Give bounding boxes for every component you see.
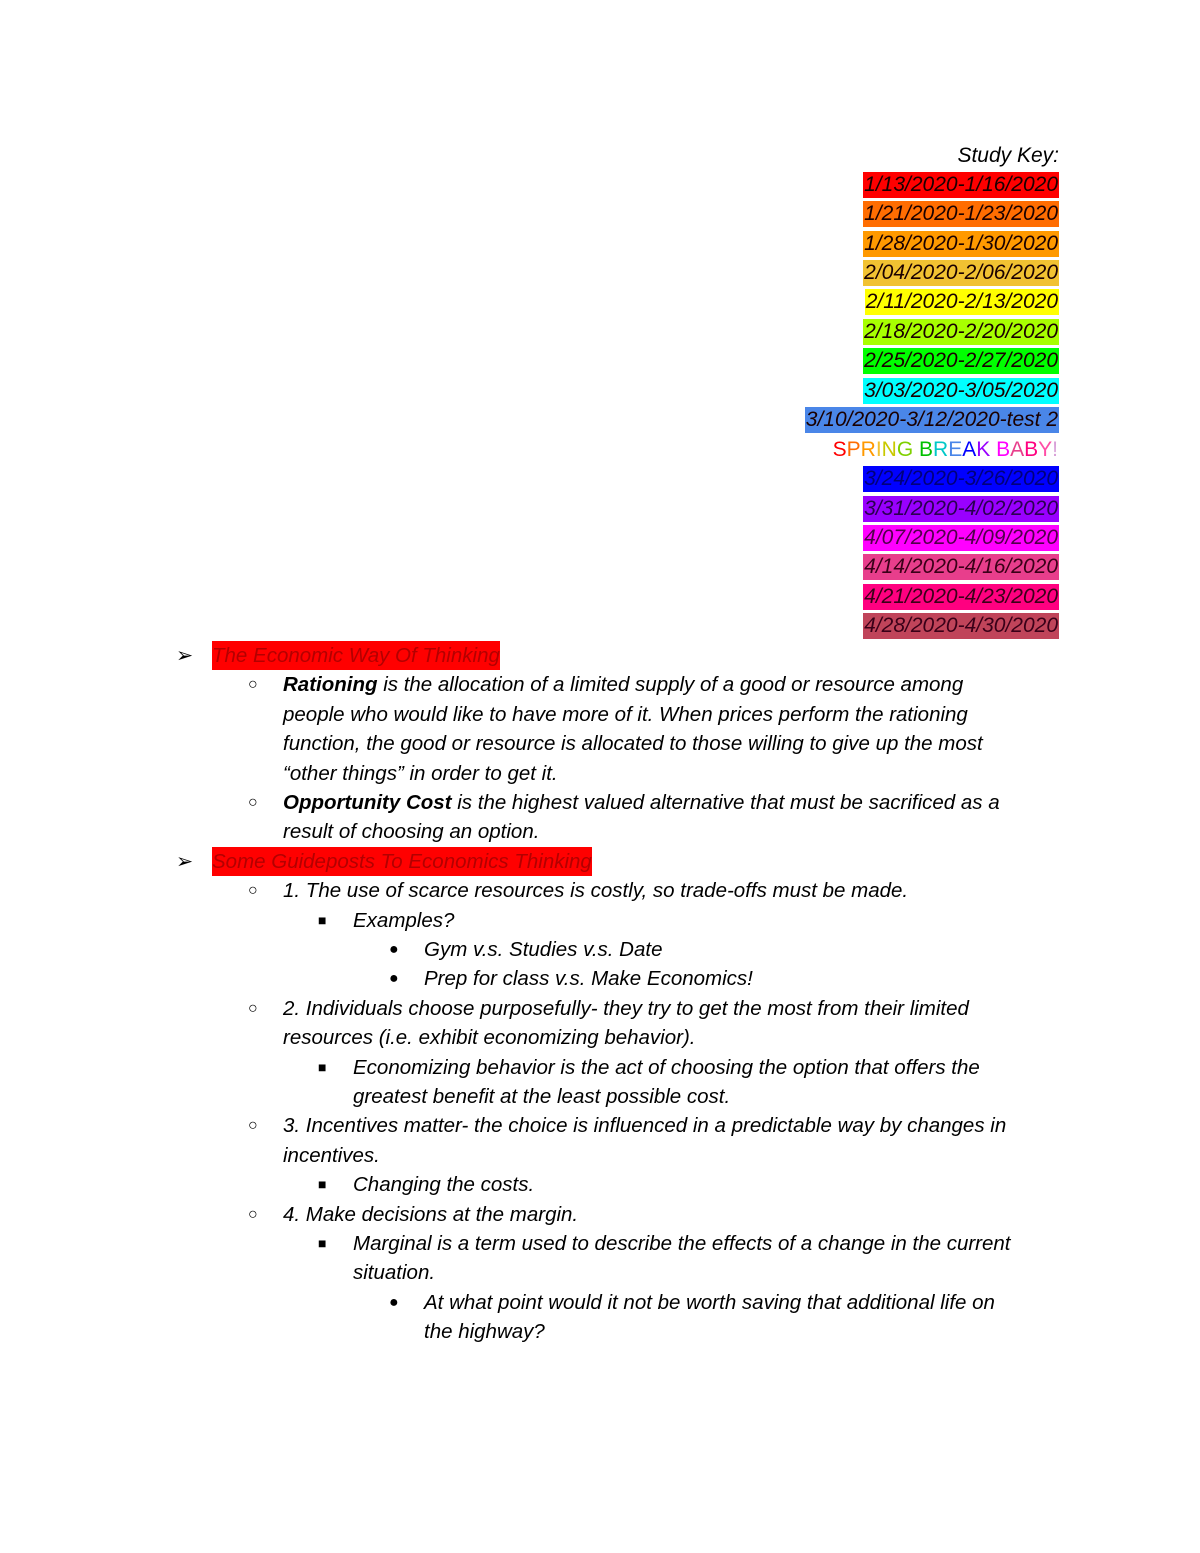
opportunity-cost-term: Opportunity Cost [283, 791, 452, 814]
study-key-date-range: 2/18/2020-2/20/2020 [864, 319, 1058, 343]
guidepost-1-item: Gym v.s. Studies v.s. Date [424, 938, 663, 961]
guidepost-2-line-1: 2. Individuals choose purposefully- they try to get the most from their limited [283, 996, 969, 1020]
study-key-date-range: 2/25/2020-2/27/2020 [864, 349, 1058, 373]
study-key-date-range: 1/28/2020-1/30/2020 [864, 231, 1058, 255]
study-key-date-range: 1/13/2020-1/16/2020 [864, 172, 1058, 196]
guidepost-1-item: Prep for class v.s. Make Economics! [424, 967, 753, 991]
arrow-bullet-icon: ➢ [176, 849, 194, 873]
guidepost-2-line-2: resources (i.e. exhibit economizing behavior). [283, 1026, 696, 1050]
guidepost-4: 4. Make decisions at the margin. [283, 1202, 579, 1226]
guidepost-4-sub-line-1: Marginal is a term used to describe the effects of a change in the current [353, 1232, 1011, 1255]
rationing-line-2: people who would like to have more of it. When prices perform the rationing [283, 702, 968, 726]
guidepost-4-item-line-2: the highway? [424, 1320, 545, 1344]
spring-break-label: SPRING BREAK BABY! [832, 437, 1058, 461]
study-key-row [805, 317, 1059, 346]
guidepost-1: 1. The use of scarce resources is costly, so trade-offs must be made. [283, 879, 909, 903]
rationing-line-4: “other things” in order to get it. [283, 761, 558, 785]
study-key-date-range: 3/03/2020-3/05/2020 [864, 378, 1058, 402]
guidepost-2-sub-line-2: greatest benefit at the least possible cost. [353, 1085, 731, 1108]
study-key-row [805, 612, 1059, 641]
study-key-row [805, 376, 1059, 405]
document-page: Study Key: 1/13/2020-1/16/2020 1/21/2020-1/23/2020 1/28/2020-1/30/2020 2/04/2020-2/06/2020 2/11/2020-2/13/2020 2/18/2020-2/20/2020 2/25/2020-2/27/2020 3/03/2020-3/05/2020 3/10/2020-3/12/2020-test 2 SPRING BREAK BABY! 3/24/2020-3/26/2020 3/31/2020-4/02/2020 4/07/2020-4/09/2020 4/14/2020-4/16/2020 4/21/2020-4/23/2020 4/28/2020-4/30/2020 ➢ The Economic Way Of Thinking ○ Rationing is the allocation of a limited supply of a good or resource among people who would like to have more of it. When prices perform the rationing function, the good or resource is allocated to those willing to give up the most “other things” in order to get it. ○ Opportunity Cost is the highest valued alternative that must be sacrificed as a result of choosing an option. ➢ Some Guideposts To Economics Thinking ○ 1. The use of scarce resources is costly, so trade-offs must be made. ■ Examples? ● Gym v.s. Studies v.s. Date ● Prep for class v.s. Make Economics! ○ 2. Individuals choose purposefully- they try to get the most from their limited resources (i.e. exhibit economizing behavior). ■ Economizing behavior is the act of choosing the option that offers the greatest benefit at the least possible cost. ○ 3. Incentives matter- the choice is influenced in a predictable way by changes in incentives. ■ Changing the costs. ○ 4. Make decisions at the margin. ■ Marginal is a term used to describe the effects of a change in the current situation. ● At what point would it not be worth saving that additional life on the highway? [0, 0, 1200, 1553]
study-key-row [805, 170, 1059, 199]
opportunity-cost-line-2: result of choosing an option. [283, 820, 540, 844]
study-key-row [805, 435, 1059, 464]
rationing-term: Rationing [283, 673, 378, 697]
guidepost-2-sub-line-1: Economizing behavior is the act of choosing the option that offers the [353, 1055, 980, 1079]
guidepost-3-line-1: 3. Incentives matter- the choice is influenced in a predictable way by changes in [283, 1114, 1007, 1138]
study-key-date-range: 4/28/2020-4/30/2020 [864, 614, 1058, 638]
study-key-date-range: 4/14/2020-4/16/2020 [864, 555, 1058, 579]
guidepost-4-sub-line-2: situation. [353, 1261, 436, 1285]
study-key-row [805, 288, 1059, 317]
study-key-date-range: 4/21/2020-4/23/2020 [864, 584, 1058, 608]
study-key-row [805, 582, 1059, 611]
guidepost-4-item-line-1: At what point would it not be worth saving that additional life on [424, 1290, 995, 1314]
study-key-date-range: 3/10/2020-3/12/2020-test 2 [805, 408, 1058, 432]
study-key-row [805, 258, 1059, 287]
study-key-row [805, 229, 1059, 258]
study-key-row [805, 553, 1059, 582]
study-key-row [805, 523, 1059, 552]
study-key-date-range: 3/24/2020-3/26/2020 [864, 467, 1058, 491]
study-key-list [805, 170, 1059, 641]
study-key-date-range: 2/04/2020-2/06/2020 [864, 261, 1058, 285]
study-key-row [805, 494, 1059, 523]
study-key-title: Study Key: [957, 144, 1059, 167]
study-key-date-range: 4/07/2020-4/09/2020 [864, 525, 1058, 549]
guidepost-1-sub: Examples? [353, 908, 455, 932]
section-heading: The Economic Way Of Thinking [212, 641, 500, 670]
study-key-row [805, 347, 1059, 376]
opportunity-cost-line-1: Opportunity Cost is the highest valued alternative that must be sacrificed as a [283, 791, 1000, 814]
study-key-date-range: 2/11/2020-2/13/2020 [865, 290, 1058, 314]
study-key-date-range: 3/31/2020-4/02/2020 [864, 496, 1058, 520]
rationing-line-3: function, the good or resource is allocated to those willing to give up the most [283, 732, 983, 756]
study-key-row [805, 406, 1059, 435]
study-key-date-range: 1/21/2020-1/23/2020 [864, 202, 1058, 226]
study-key-row [805, 464, 1059, 493]
study-key-row [805, 199, 1059, 228]
rationing-line-1: Rationing is the allocation of a limited supply of a good or resource among [283, 673, 964, 697]
arrow-bullet-icon: ➢ [176, 644, 194, 667]
guidepost-3-sub: Changing the costs. [353, 1173, 535, 1197]
section-heading: Some Guideposts To Economics Thinking [212, 847, 592, 876]
guidepost-3-line-2: incentives. [283, 1143, 380, 1167]
